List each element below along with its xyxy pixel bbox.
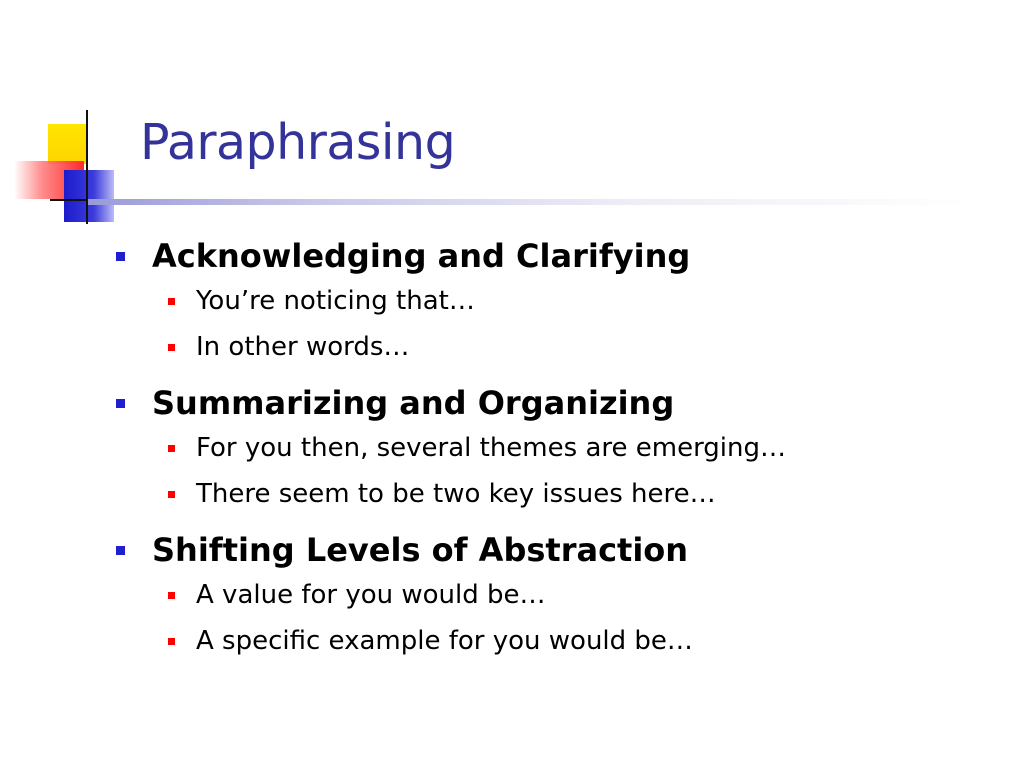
section-heading: Summarizing and Organizing bbox=[152, 384, 675, 422]
item-text: A specific example for you would be… bbox=[196, 626, 693, 656]
level1-item bbox=[110, 528, 990, 572]
slide-title: Paraphrasing bbox=[140, 114, 456, 171]
item-text: There seem to be two key issues here… bbox=[196, 479, 716, 509]
decorative-squares-icon bbox=[0, 0, 140, 230]
level2-item bbox=[110, 572, 990, 618]
blue-square-bullet-icon bbox=[116, 252, 125, 261]
bullet-list bbox=[110, 234, 990, 675]
section-heading: Acknowledging and Clarifying bbox=[152, 237, 691, 275]
vertical-rule bbox=[86, 110, 88, 224]
level2-item bbox=[110, 278, 990, 324]
level2-item bbox=[110, 324, 990, 370]
level1-item bbox=[110, 234, 990, 278]
red-square-bullet-icon bbox=[168, 344, 175, 351]
red-square-bullet-icon bbox=[168, 298, 175, 305]
yellow-square bbox=[48, 124, 88, 164]
section-acknowledging bbox=[110, 234, 990, 370]
level2-item bbox=[110, 425, 990, 471]
blue-square bbox=[64, 170, 114, 222]
title-underline bbox=[88, 199, 968, 205]
item-text: For you then, several themes are emerging… bbox=[196, 433, 787, 463]
section-heading: Shifting Levels of Abstraction bbox=[152, 531, 689, 569]
blue-square-bullet-icon bbox=[116, 546, 125, 555]
item-text: In other words… bbox=[196, 332, 410, 362]
red-square-bullet-icon bbox=[168, 445, 175, 452]
level2-item bbox=[110, 618, 990, 664]
red-square-bullet-icon bbox=[168, 638, 175, 645]
item-text: You’re noticing that… bbox=[196, 286, 475, 316]
section-shifting bbox=[110, 528, 990, 664]
item-text: A value for you would be… bbox=[196, 580, 546, 610]
level1-item bbox=[110, 381, 990, 425]
blue-square-bullet-icon bbox=[116, 399, 125, 408]
level2-item bbox=[110, 471, 990, 517]
red-square-bullet-icon bbox=[168, 592, 175, 599]
red-square-bullet-icon bbox=[168, 491, 175, 498]
section-summarizing bbox=[110, 381, 990, 517]
